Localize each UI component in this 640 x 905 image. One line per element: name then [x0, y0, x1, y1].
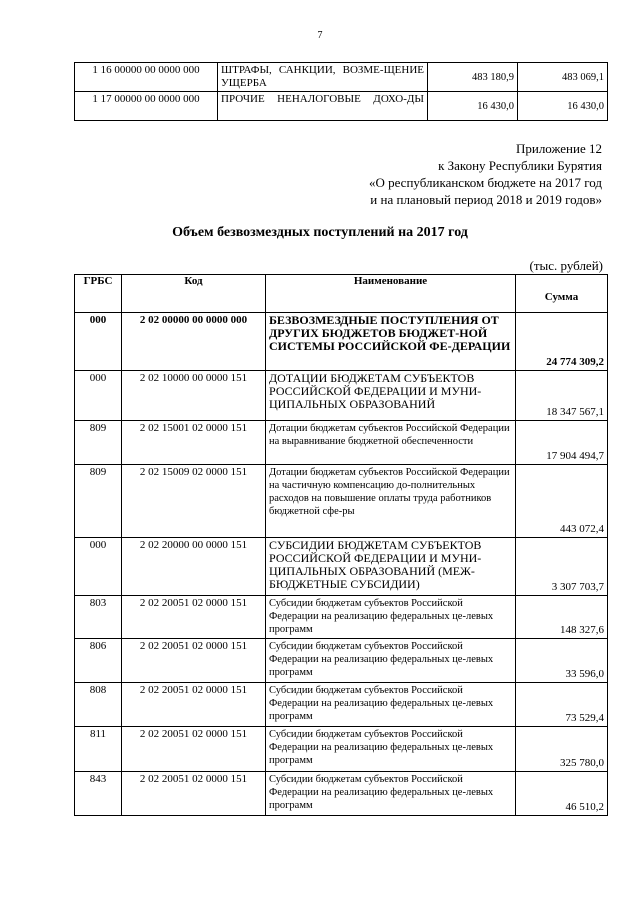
- appendix-line: и на плановый период 2018 и 2019 годов»: [370, 192, 602, 207]
- sum-cell: 24 774 309,2: [516, 313, 608, 371]
- sum-cell: 33 596,0: [516, 639, 608, 683]
- name-cell: БЕЗВОЗМЕЗДНЫЕ ПОСТУПЛЕНИЯ ОТ ДРУГИХ БЮДЖЕТОВ БЮДЖЕТ-НОЙ СИСТЕМЫ РОССИЙСКОЙ ФЕ-ДЕРАЦИИ: [266, 313, 516, 371]
- sum-cell: 73 529,4: [516, 683, 608, 727]
- name-cell: Дотации бюджетам субъектов Российской Федерации на выравнивание бюджетной обеспеченности: [266, 421, 516, 465]
- sum-cell: 17 904 494,7: [516, 421, 608, 465]
- name-cell: Субсидии бюджетам субъектов Российской Федерации на реализацию федеральных це-левых программ: [266, 596, 516, 639]
- grbs-cell: 843: [75, 772, 122, 816]
- code-cell: 2 02 20051 02 0000 151: [122, 639, 266, 683]
- document-title: Объем безвозмездных поступлений на 2017 год: [172, 225, 468, 240]
- code-cell: 1 17 00000 00 0000 000: [75, 92, 218, 121]
- code-cell: 2 02 20051 02 0000 151: [122, 727, 266, 772]
- code-cell: 2 02 10000 00 0000 151: [122, 371, 266, 421]
- value-cell: 16 430,0: [428, 92, 518, 121]
- code-cell: 2 02 15001 02 0000 151: [122, 421, 266, 465]
- table-row: [75, 683, 608, 727]
- table-header-row: [75, 275, 608, 313]
- name-cell: Дотации бюджетам субъектов Российской Федерации на частичную компенсацию до-полнительных расходов на повышение оплаты труда работников бюджетной сфе-ры: [266, 465, 516, 538]
- value-cell: 16 430,0: [518, 92, 608, 121]
- name-cell: Субсидии бюджетам субъектов Российской Федерации на реализацию федеральных це-левых программ: [266, 772, 516, 816]
- code-cell: 2 02 20051 02 0000 151: [122, 683, 266, 727]
- grbs-cell: 000: [75, 371, 122, 421]
- appendix-header: [369, 140, 602, 208]
- table-row: [75, 371, 608, 421]
- units-label: (тыс. рублей): [529, 258, 603, 273]
- name-cell: ШТРАФЫ, САНКЦИИ, ВОЗМЕ-ЩЕНИЕ УЩЕРБА: [218, 63, 428, 92]
- name-cell: Субсидии бюджетам субъектов Российской Федерации на реализацию федеральных це-левых программ: [266, 727, 516, 772]
- table-row: [75, 465, 608, 538]
- table-row: [75, 538, 608, 596]
- code-cell: 2 02 20051 02 0000 151: [122, 772, 266, 816]
- page-number: 7: [317, 30, 323, 41]
- appendix-line: «О республиканском бюджете на 2017 год: [368, 175, 602, 190]
- sum-cell: 148 327,6: [516, 596, 608, 639]
- table-row: [75, 772, 608, 816]
- grbs-cell: 809: [75, 465, 122, 538]
- grbs-cell: 811: [75, 727, 122, 772]
- name-cell: Субсидии бюджетам субъектов Российской Федерации на реализацию федеральных це-левых программ: [266, 639, 516, 683]
- revenue-table: [74, 274, 608, 816]
- table-row: [75, 313, 608, 371]
- grbs-cell: 806: [75, 639, 122, 683]
- name-cell: СУБСИДИИ БЮДЖЕТАМ СУБЪЕКТОВ РОССИЙСКОЙ ФЕДЕРАЦИИ И МУНИ-ЦИПАЛЬНЫХ ОБРАЗОВАНИЙ (МЕЖ-БЮДЖЕТНЫЕ СУБСИДИИ): [266, 538, 516, 596]
- grbs-cell: 000: [75, 313, 122, 371]
- grbs-cell: 000: [75, 538, 122, 596]
- header-code: Код: [122, 275, 266, 313]
- table-row: [75, 596, 608, 639]
- header-grbs: ГРБС: [75, 275, 122, 313]
- table-row: [75, 63, 608, 92]
- grbs-cell: 808: [75, 683, 122, 727]
- continuation-table: [74, 62, 608, 121]
- value-cell: 483 069,1: [518, 63, 608, 92]
- value-cell: 483 180,9: [428, 63, 518, 92]
- table-row: [75, 727, 608, 772]
- code-cell: 2 02 20051 02 0000 151: [122, 596, 266, 639]
- table-row: [75, 421, 608, 465]
- sum-cell: 325 780,0: [516, 727, 608, 772]
- code-cell: 2 02 00000 00 0000 000: [122, 313, 266, 371]
- sum-cell: 18 347 567,1: [516, 371, 608, 421]
- name-cell: Субсидии бюджетам субъектов Российской Федерации на реализацию федеральных це-левых программ: [266, 683, 516, 727]
- table-row: [75, 639, 608, 683]
- header-name: Наименование: [266, 275, 516, 313]
- grbs-cell: 803: [75, 596, 122, 639]
- header-sum: Сумма: [516, 275, 608, 313]
- code-cell: 2 02 20000 00 0000 151: [122, 538, 266, 596]
- table-row: [75, 92, 608, 121]
- grbs-cell: 809: [75, 421, 122, 465]
- sum-cell: 3 307 703,7: [516, 538, 608, 596]
- name-cell: ПРОЧИЕ НЕНАЛОГОВЫЕ ДОХО-ДЫ: [218, 92, 428, 121]
- sum-cell: 443 072,4: [516, 465, 608, 538]
- name-cell: ДОТАЦИИ БЮДЖЕТАМ СУБЪЕКТОВ РОССИЙСКОЙ ФЕДЕРАЦИИ И МУНИ-ЦИПАЛЬНЫХ ОБРАЗОВАНИЙ: [266, 371, 516, 421]
- sum-cell: 46 510,2: [516, 772, 608, 816]
- appendix-line: к Закону Республики Бурятия: [438, 158, 602, 173]
- code-cell: 1 16 00000 00 0000 000: [75, 63, 218, 92]
- appendix-line: Приложение 12: [515, 141, 602, 156]
- code-cell: 2 02 15009 02 0000 151: [122, 465, 266, 538]
